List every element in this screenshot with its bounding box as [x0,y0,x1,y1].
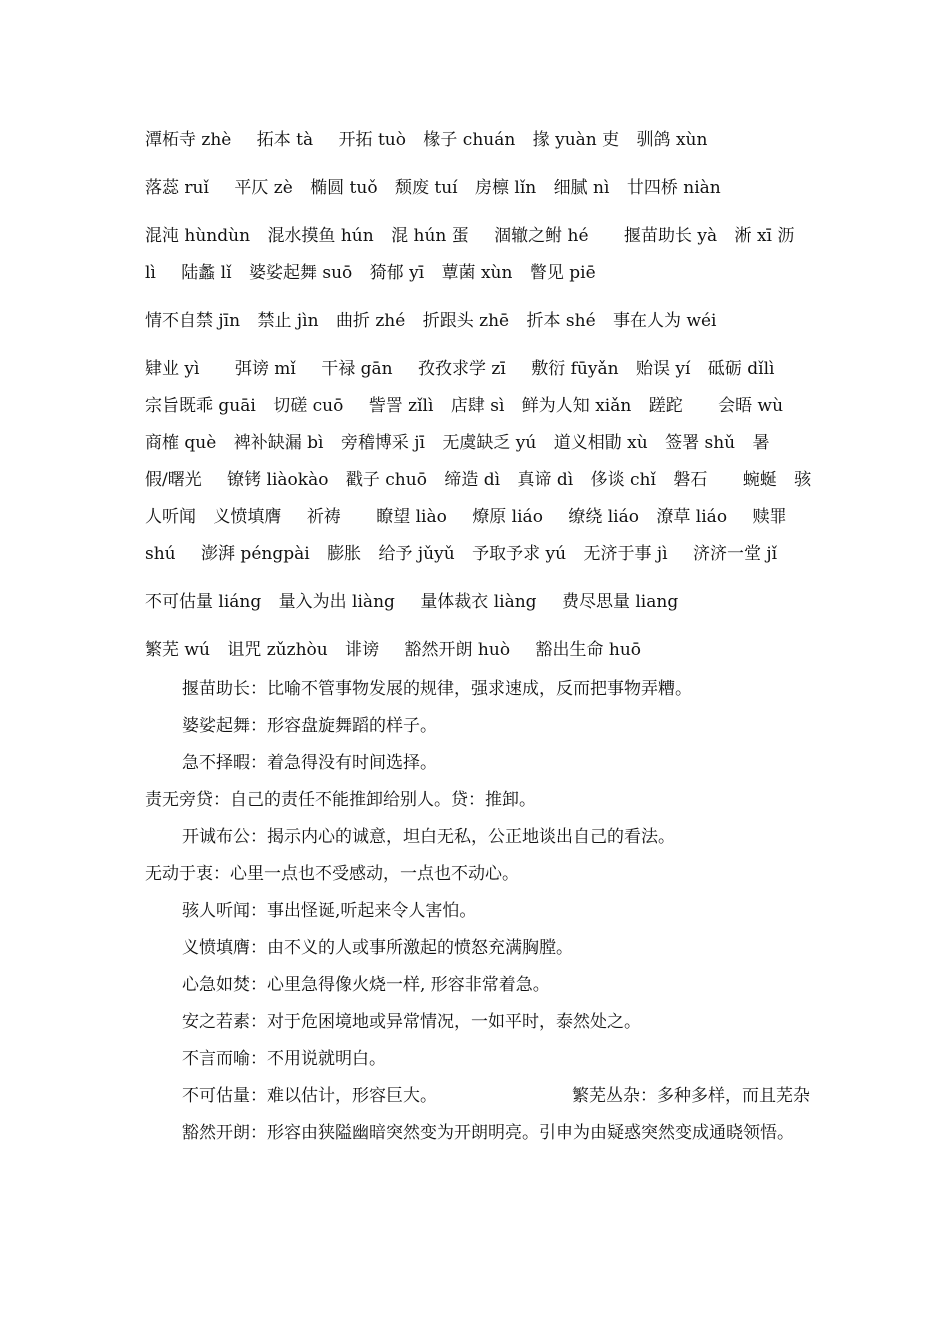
definition-item: 开诚布公：揭示内心的诚意，坦白无私，公正地谈出自己的看法。 [182,827,675,847]
document-page [145,122,810,1145]
definition-item: 急不择暇：着急得没有时间选择。 [182,753,437,773]
definition-list [145,671,810,1145]
term: 禁止 jìn [257,311,319,331]
definition-item: 责无旁贷：自己的责任不能推卸给别人。贷：推卸。 [145,790,536,810]
term: 豁然开朗 huò [404,640,511,660]
term: 骇 [794,470,812,490]
term: 平仄 zè [234,178,293,198]
term: 澎湃 péngpài [201,544,310,564]
term: 瞭望 liào [376,507,447,527]
pinyin-line-3 [145,218,810,255]
term: 裨补缺漏 bì [233,433,324,453]
term: 廿四桥 niàn [626,178,721,198]
definition-item: 义愤填膺：由不义的人或事所激起的愤怒充满胸膛。 [182,938,573,958]
term: 真谛 dì [517,470,574,490]
definition-item: 揠苗助长：比喻不管事物发展的规律，强求速成，反而把事物弄糟。 [182,679,692,699]
term: 猗郁 yī [369,263,425,283]
definition-item: 心急如焚：心里急得像火烧一样, 形容非常着急。 [182,975,550,995]
term: 涸辙之鲋 hé [494,226,589,246]
term: 掾 yuàn 吏 [532,130,620,150]
term: 驯鸽 xùn [636,130,708,150]
term: 椽子 chuán [423,130,516,150]
term: 曲折 zhé [335,311,406,331]
term: 蕈菌 xùn [441,263,513,283]
term: 磐石 [673,470,708,490]
term: 瞥见 piē [529,263,596,283]
term: 折跟头 zhē [422,311,510,331]
term: 混沌 hùndùn [145,226,251,246]
pinyin-line-7 [145,388,810,425]
term: lì [145,263,156,283]
term: 诅咒 zǔzhòu [227,640,328,660]
term: 情不自禁 jīn [145,311,241,331]
term: 拓本 tà [256,130,314,150]
pinyin-line-10 [145,499,810,536]
term: 鲜为人知 xiǎn [521,396,632,416]
term: 祈祷 [306,507,341,527]
term: 不可估量 liáng [145,592,262,612]
term: 人听闻 [145,507,196,527]
term: 椭圆 tuǒ [310,178,378,198]
term: 细腻 nì [553,178,610,198]
pinyin-line-12 [145,584,810,621]
term: shú [145,544,176,564]
term: 赎罪 [752,507,787,527]
term: 开拓 tuò [338,130,406,150]
definition-item: 繁芜丛杂：多种多样，而且芜杂 [572,1086,810,1106]
term: 缔造 dì [444,470,501,490]
definition-item: 婆娑起舞：形容盘旋舞蹈的样子。 [182,716,437,736]
term: 弭谤 mǐ [234,359,296,379]
term: 房檩 lǐn [475,178,537,198]
term: 燎原 liáo [472,507,543,527]
term: 假/曙光 [145,470,202,490]
pinyin-line-2 [145,170,810,207]
term: 孜孜求学 zī [418,359,506,379]
term: 会晤 wù [718,396,784,416]
term: 膨胀 [327,544,362,564]
definition-item: 骇人听闻：事出怪诞,听起来令人害怕。 [182,901,477,921]
term: 签署 shǔ [665,433,736,453]
term: 蜿蜒 [742,470,777,490]
term: 量体裁衣 liàng [420,592,537,612]
term: 量入为出 liàng [278,592,395,612]
definition-pair [145,1078,810,1115]
term: 折本 shé [526,311,596,331]
term: 义愤填膺 [213,507,282,527]
term: 混水摸鱼 hún [267,226,374,246]
pinyin-line-11 [145,536,810,573]
term: 予取予求 yú [472,544,567,564]
pinyin-line-5 [145,303,810,340]
pinyin-line-8 [145,425,810,462]
pinyin-line-6 [145,351,810,388]
definition-item: 豁然开朗：形容由狭隘幽暗突然变为开朗明亮。引申为由疑惑突然变成通晓领悟。 [182,1123,794,1143]
term: 砥砺 dǐlì [707,359,775,379]
pinyin-line-1 [145,122,810,159]
term: 旁稽博采 jī [340,433,425,453]
term: 贻误 yí [635,359,691,379]
term: 切磋 cuō [273,396,344,416]
term: 商榷 què [145,433,217,453]
term: 费尽思量 liang [561,592,679,612]
term: 侈谈 chǐ [590,470,656,490]
term: 敷衍 fūyǎn [531,359,619,379]
term: 无虞缺乏 yú [442,433,537,453]
term: 给予 jǔyǔ [378,544,455,564]
term: 道义相勖 xù [553,433,648,453]
pinyin-line-13 [145,632,810,669]
term: 干禄 gān [321,359,393,379]
term: 淅 xī 沥 [734,226,795,246]
term: 陆蠡 lǐ [181,263,232,283]
term: 蹉跎 [648,396,683,416]
term: 肄业 yì [145,359,200,379]
term: 揠苗助长 yà [623,226,718,246]
definition-item: 安之若素：对于危困境地或异常情况，一如平时，泰然处之。 [182,1012,641,1032]
definition-item: 不言而喻：不用说就明白。 [182,1049,386,1069]
term: 婆娑起舞 suō [248,263,353,283]
definition-item: 不可估量：难以估计，形容巨大。 [182,1086,437,1106]
term: 镣铐 liàokào [227,470,329,490]
term: 宗旨既乖 guāi [145,396,256,416]
term: 颓废 tuí [394,178,458,198]
term: 潭柘寺 zhè [145,130,232,150]
term: 戳子 chuō [345,470,427,490]
term: 济济一堂 jǐ [692,544,778,564]
term: 落蕊 ruǐ [145,178,209,198]
term: 暑 [752,433,770,453]
term: 訾詈 zǐlì [368,396,434,416]
term: 缭绕 liáo [568,507,639,527]
term: 豁出生命 huō [535,640,642,660]
term: 诽谤 [345,640,380,660]
term: 潦草 liáo [656,507,728,527]
definition-item: 无动于衷：心里一点也不受感动，一点也不动心。 [145,864,519,884]
term: 混 hún 蛋 [391,226,469,246]
pinyin-line-4 [145,255,810,292]
pinyin-line-9 [145,462,810,499]
term: 店肆 sì [450,396,505,416]
term: 事在人为 wéi [613,311,717,331]
term: 无济于事 jì [583,544,668,564]
term: 繁芜 wú [145,640,210,660]
